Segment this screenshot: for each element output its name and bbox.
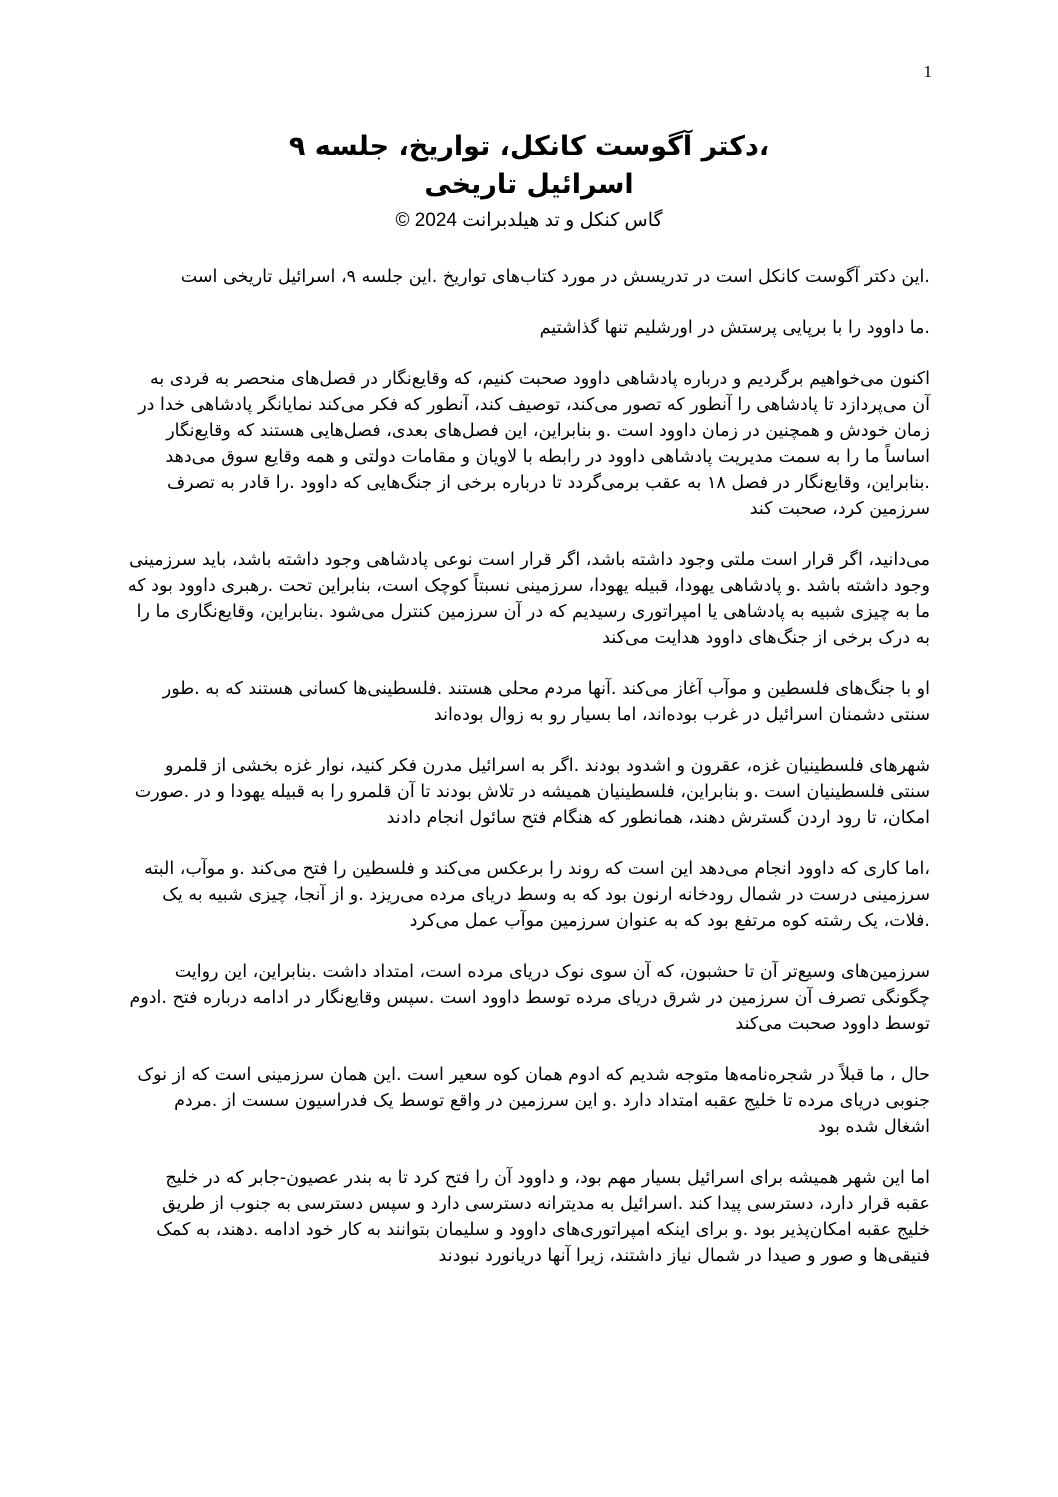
title-line-1: ،دکتر آگوست کانکل، تواریخ، جلسه ۹ — [288, 131, 770, 162]
page-number: 1 — [923, 62, 932, 81]
paragraph: .ما داوود را با برپایی پرستش در اورشلیم تنها گذاشتیم — [539, 318, 930, 338]
paragraph: اکنون می‌خواهیم برگردیم و درباره پادشاهی داوود صحبت کنیم، که وقایع‌نگار در فصل‌های منحصر به فردی به آن می‌پردازد تا پادشاهی را آنطور که تصور می‌کند، توصیف کند، آنطور که فکر می‌کند نمایانگر پادشاهی خدا در زمان خودش و همچنین در زمان داوود است .و بنابراین، این فصل‌های بعدی، فصل‌هایی هستند که وقایع‌نگار اساساً ما را به سمت مدیریت پادشاهی داوود در رابطه با لاویان و مقامات دولتی و همه وقایع سوق می‌دهد .بنابراین، وقایع‌نگار در فصل ۱۸ به عقب برمی‌گردد تا درباره برخی از جنگ‌هایی که داوود .را قادر به تصرف سرزمین کرد، صحبت کند — [138, 369, 930, 519]
paragraph: .این دکتر آگوست کانکل است در تدریسش در مورد کتاب‌های تواریخ .این جلسه ۹، اسرائیل تاریخی است — [180, 267, 930, 287]
copyright-notice: گاس کنکل و تد هیلدبرانت 2024 © — [395, 210, 663, 231]
paragraph: حال ، ما قبلاً در شجره‌نامه‌ها متوجه شدیم که ادوم همان کوه سعیر است .این همان سرزمینی است که از نوک جنوبی دریای مرده تا خلیج عقبه امتداد دارد .و این سرزمین در واقع توسط یک فدراسیون سست از .مردم اشغال شده بود — [137, 1065, 930, 1137]
paragraph: شهرهای فلسطینیان غزه، عقرون و اشدود بودند .اگر به اسرائیل مدرن فکر کنید، نوار غزه بخشی از قلمرو سنتی فلسطینیان است .و بنابراین، فلسطینیان همیشه در تلاش بودند تا آن قلمرو را به قبیله یهودا و در .صورت امکان، تا رود اردن گسترش دهند، همانطور که هنگام فتح سائول انجام دادند — [134, 756, 930, 828]
paragraph: اما این شهر همیشه برای اسرائیل بسیار مهم بود، و داوود آن را فتح کرد تا به بندر عصیون-جابر که در خلیج عقبه قرار دارد، دسترسی پیدا کند .اسرائیل به مدیترانه دسترسی دارد و سپس دسترسی به جنوب از طریق خلیج عقبه امکان‌پذیر بود .و برای اینکه امپراتوری‌های داوود و سلیمان بتوانند به کار خود ادامه .دهند، به کمک فنیقی‌ها و صور و صیدا در شمال نیاز داشتند، زیرا آنها دریانورد نبودند — [156, 1168, 930, 1266]
document-header — [126, 128, 932, 236]
paragraph: می‌دانید، اگر قرار است ملتی وجود داشته باشد، اگر قرار است نوعی پادشاهی وجود داشته باشد، باید سرزمینی وجود داشته باشد .و پادشاهی یهودا، قبیله یهودا، سرزمینی نسبتاً کوچک است، بنابراین تحت .رهبری داوود بود که ما به چیزی شبیه به پادشاهی یا امپراتوری رسیدیم که در آن سرزمین کنترل می‌شود .بنابراین، وقایع‌نگاری ما را به درک برخی از جنگ‌های داوود هدایت می‌کند — [127, 550, 930, 648]
paragraph: ،اما کاری که داوود انجام می‌دهد این است که روند را برعکس می‌کند و فلسطین را فتح می‌کند .و موآب، البته سرزمینی درست در شمال رودخانه ارنون بود که به وسط دریای مرده می‌ریزد .و از آنجا، چیزی شبیه به یک .فلات، یک رشته کوه مرتفع بود که به عنوان سرزمین موآب عمل می‌کرد — [144, 859, 930, 931]
title-line-2: اسرائیل تاریخی — [424, 169, 634, 200]
paragraph: سرزمین‌های وسیع‌تر آن تا حشبون، که آن سوی نوک دریای مرده است، امتداد داشت .بنابراین، این روایت چگونگی تصرف آن سرزمین در شرق دریای مرده توسط داوود است .سپس وقایع‌نگار در ادامه درباره فتح .ادوم توسط داوود صحبت می‌کند — [129, 962, 930, 1034]
document-body — [127, 264, 930, 1294]
paragraph: او با جنگ‌های فلسطین و موآب آغاز می‌کند .آنها مردم محلی هستند .فلسطینی‌ها کسانی هستند که به .طور سنتی دشمنان اسرائیل در غرب بوده‌اند، اما بسیار رو به زوال بوده‌اند — [162, 679, 930, 725]
